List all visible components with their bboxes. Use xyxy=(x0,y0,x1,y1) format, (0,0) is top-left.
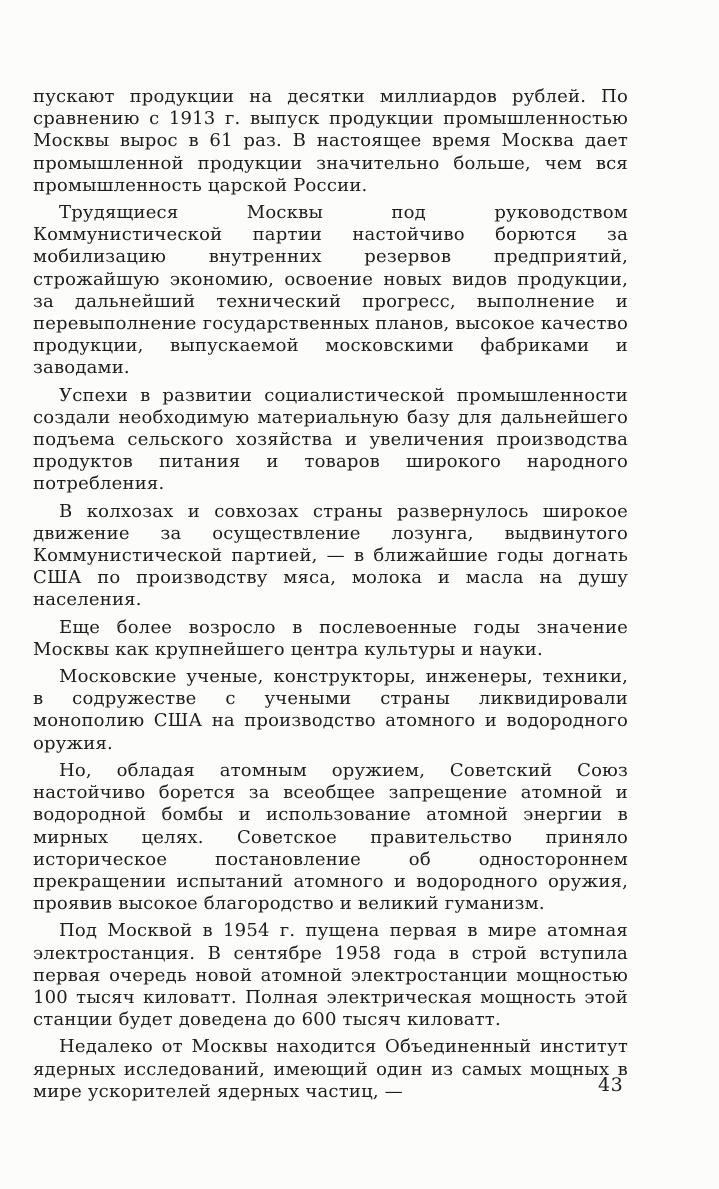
paragraph-8: Под Москвой в 1954 г. пущена первая в мире атомная электростанция. В сентябре 1958 года в строй вступила первая очередь новой атомной электростанции мощностью 100 тысяч киловатт. Полная электрическая мощность этой станции будет доведена до 600 тысяч киловатт. xyxy=(33,920,628,1031)
page-number: 43 xyxy=(598,1074,624,1096)
paragraph-4: В колхозах и совхозах страны развернулось широкое движение за осуществление лозунга, выдвинутого Коммунистической партией, — в ближайшие годы догнать США по производству мяса, молока и масла на душу населения. xyxy=(33,500,628,611)
paragraph-5: Еще более возросло в послевоенные годы значение Москвы как крупнейшего центра культуры и науки. xyxy=(33,616,628,660)
paragraph-9: Недалеко от Москвы находится Объединенный институт ядерных исследований, имеющий один из самых мощных в мире ускорителей ядерных частиц, — xyxy=(33,1036,628,1102)
paragraph-7: Но, обладая атомным оружием, Советский Союз настойчиво борется за всеобщее запрещение атомной и водородной бомбы и использование атомной энергии в мирных целях. Советское правительство приняло историческое постановление об одностороннем прекращении испытаний атомного и водородного оружия, проявив высокое благородство и великий гуманизм. xyxy=(33,759,628,915)
paragraph-3: Успехи в развитии социалистической промышленности создали необходимую материальную базу для дальнейшего подъема сельского хозяйства и увеличения производства продуктов питания и товаров широкого народного потребления. xyxy=(33,384,628,495)
body-text xyxy=(33,86,628,1108)
paragraph-6: Московские ученые, конструкторы, инженеры, техники, в содружестве с учеными страны ликвидировали монополию США на производство атомного и водородного оружия. xyxy=(33,666,628,754)
paragraph-2: Трудящиеся Москвы под руководством Коммунистической партии настойчиво борются за мобилизацию внутренних резервов предприятий, строжайшую экономию, освоение новых видов продукции, за дальнейший технический прогресс, выполнение и перевыполнение государственных планов, высокое качество продукции, выпускаемой московскими фабриками и заводами. xyxy=(33,202,628,379)
paragraph-1: пускают продукции на десятки миллиардов рублей. По сравнению с 1913 г. выпуск продукции промышленностью Москвы вырос в 61 раз. В настоящее время Москва дает промышленной продукции значительно больше, чем вся промышленность царской России. xyxy=(33,86,628,196)
